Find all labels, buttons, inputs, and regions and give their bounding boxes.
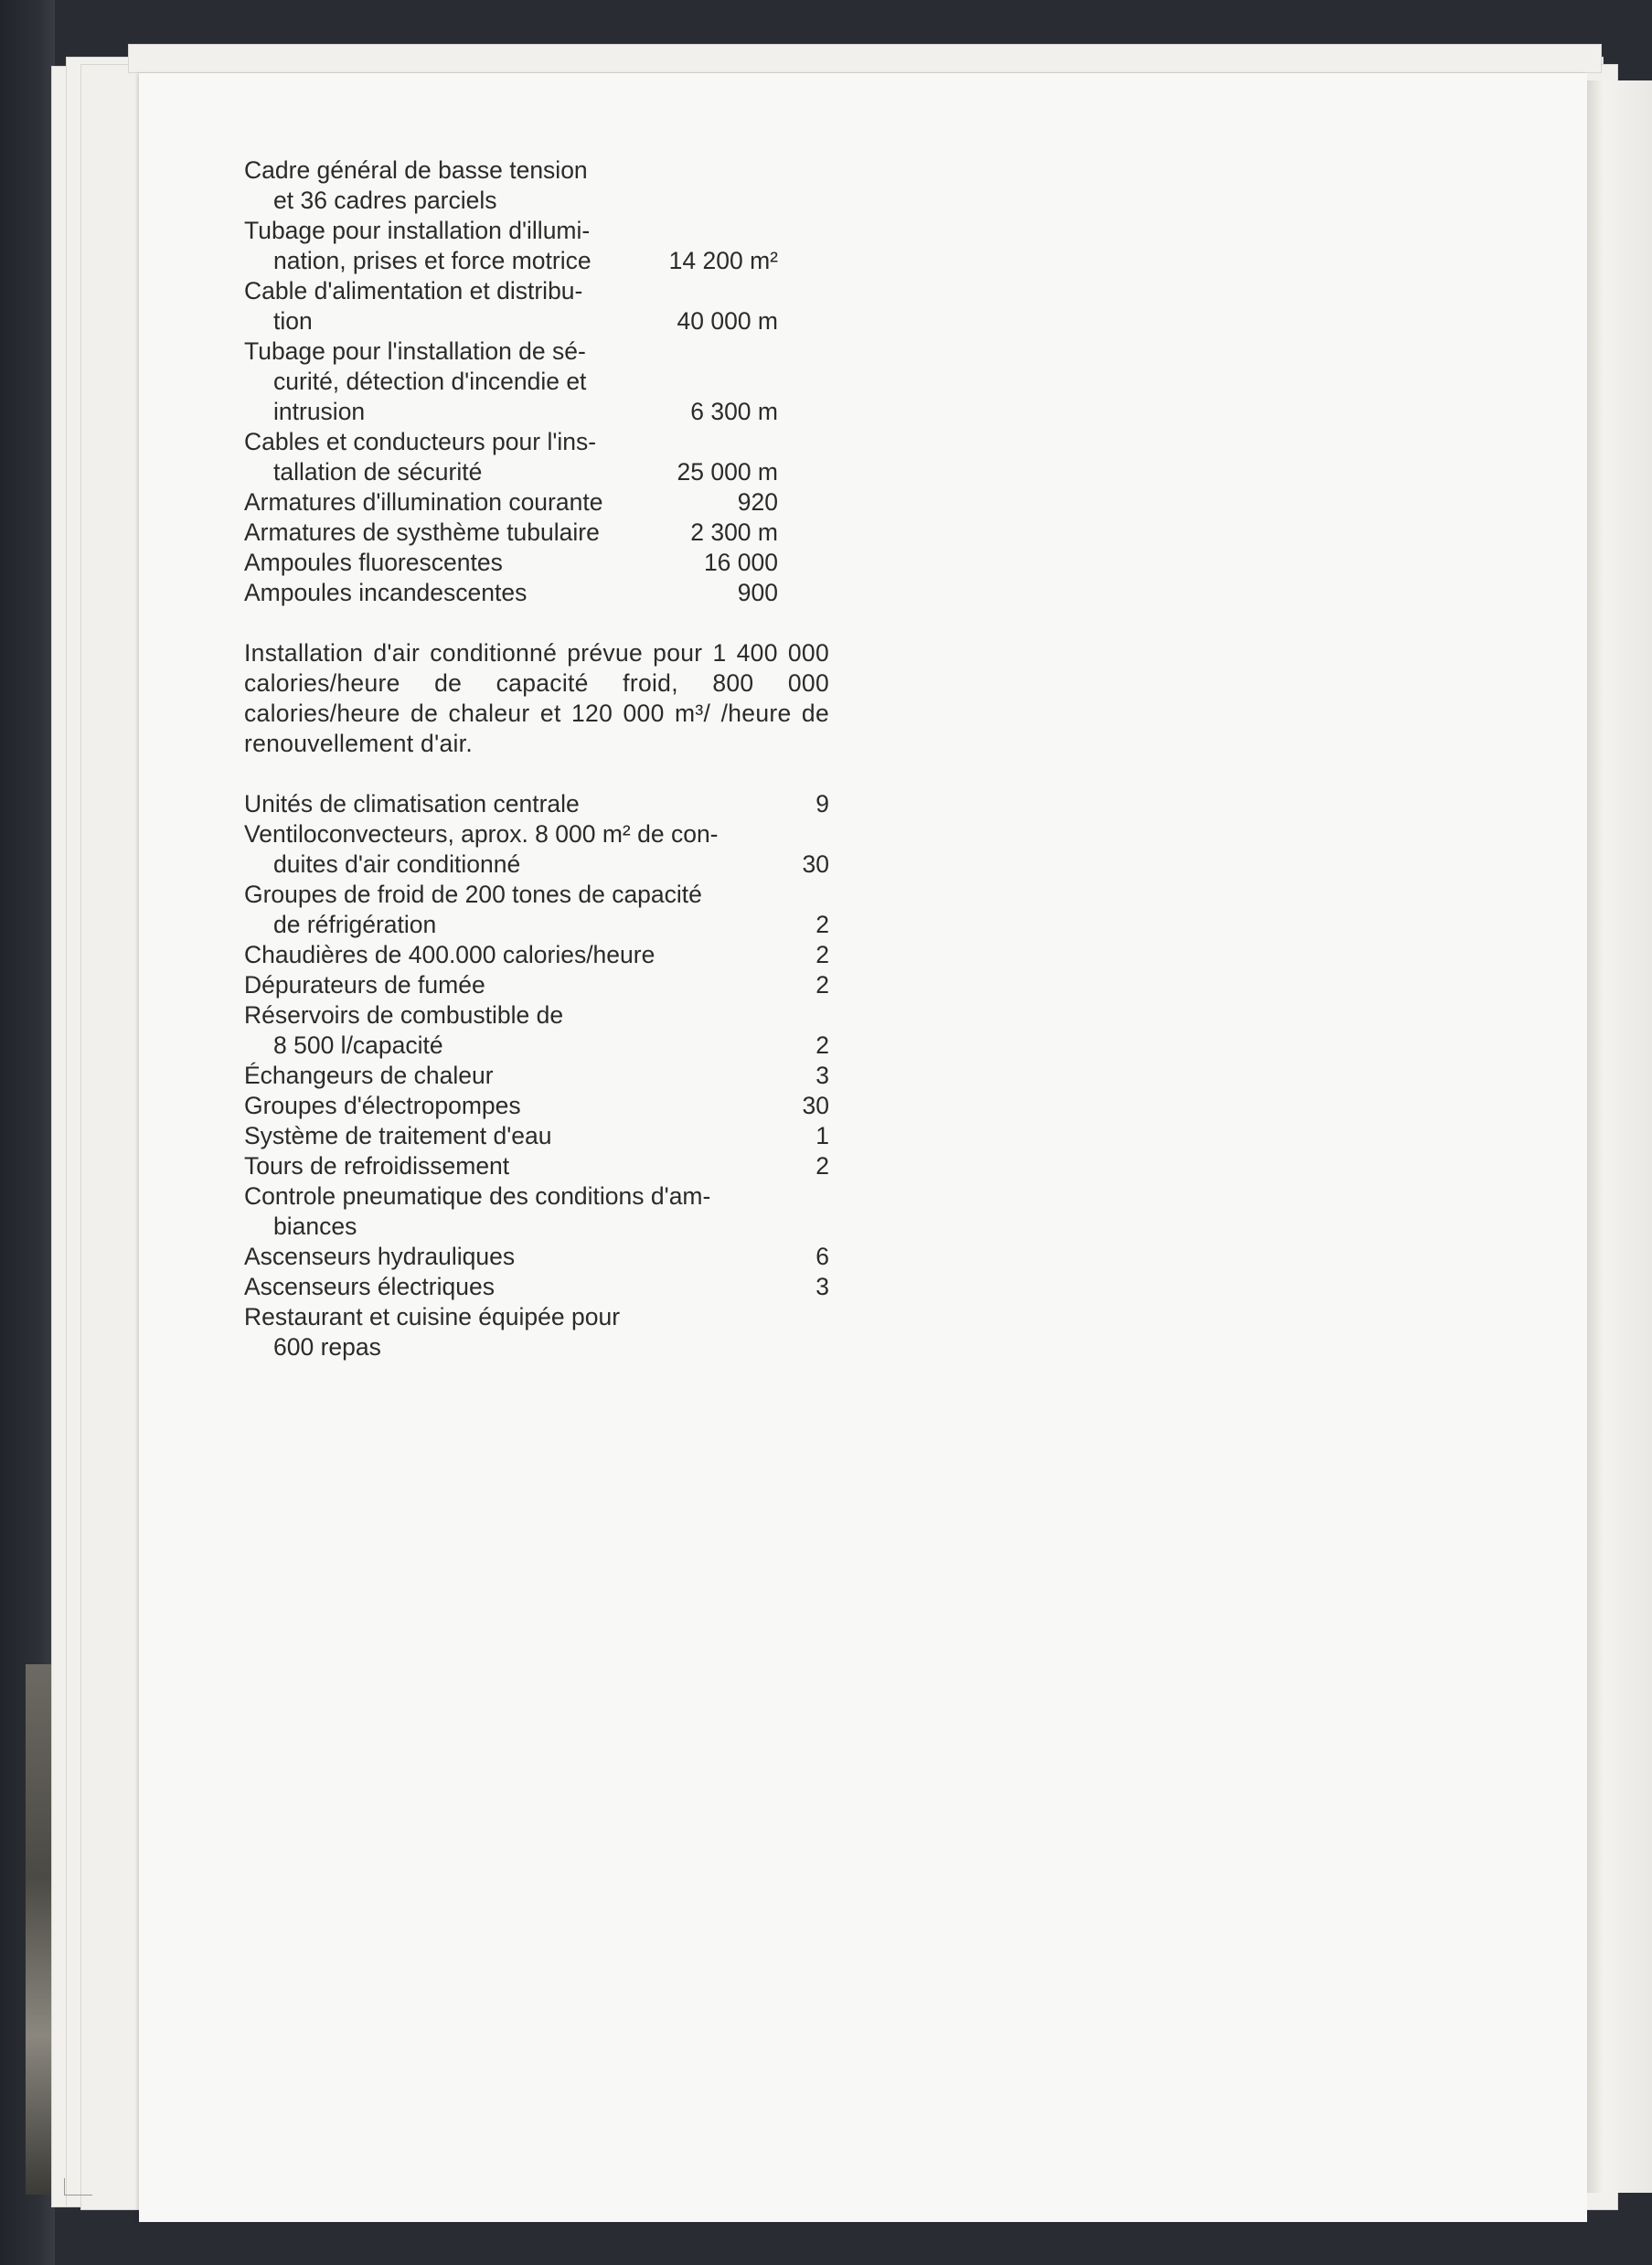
item-label: Cables et conducteurs pour l'ins- [244, 428, 597, 455]
page-stack-sheet [128, 44, 1602, 73]
list-item [244, 1242, 829, 1272]
item-value: 1 [815, 1122, 829, 1149]
item-value: 2 [815, 941, 829, 968]
item-label: Chaudières de 400.000 calories/heure [244, 941, 655, 968]
list-item [244, 1272, 829, 1302]
item-value: 40 000 m [677, 307, 778, 335]
item-label-continued: de réfrigération [273, 911, 437, 938]
item-value: 6 [815, 1243, 829, 1270]
item-label: Ampoules fluorescentes [244, 549, 503, 576]
list-item [244, 1302, 829, 1362]
item-label-continued: et 36 cadres parciels [273, 187, 497, 214]
item-label: Controle pneumatique des conditions d'am- [244, 1182, 711, 1210]
item-label: Tours de refroidissement [244, 1152, 510, 1180]
item-value: 2 [815, 1031, 829, 1059]
item-value: 920 [737, 488, 778, 516]
item-label-continued: duites d'air conditionné [273, 850, 521, 878]
list-item [244, 337, 829, 397]
item-value: 30 [802, 1092, 829, 1119]
item-label-continued: biances [273, 1213, 357, 1240]
item-value: 2 [815, 911, 829, 938]
list-item [244, 1000, 829, 1061]
item-label-continued: tion [273, 307, 313, 335]
item-value: 2 300 m [690, 518, 778, 546]
list-item [244, 427, 829, 487]
list-item [244, 397, 829, 427]
list-item [244, 789, 829, 819]
list-item [244, 1091, 829, 1121]
item-label-continued: 8 500 l/capacité [273, 1031, 443, 1059]
item-label: Armatures d'illumination courante [244, 488, 603, 516]
item-label: Cadre général de basse tension [244, 156, 588, 184]
item-label: Tubage pour l'installation de sé- [244, 337, 586, 365]
list-item [244, 940, 829, 970]
list-item [244, 1121, 829, 1151]
item-value: 25 000 m [677, 458, 778, 486]
list-item [244, 1061, 829, 1091]
list-item [244, 487, 829, 518]
item-label: Dépurateurs de fumée [244, 971, 485, 999]
item-label-continued: nation, prises et force motrice [273, 247, 592, 274]
installations-list [244, 155, 829, 608]
list-item [244, 970, 829, 1000]
equipment-list [244, 789, 829, 1362]
item-label: Système de traitement d'eau [244, 1122, 552, 1149]
item-value: 3 [815, 1273, 829, 1300]
item-value: 30 [802, 850, 829, 878]
item-label: Unités de climatisation centrale [244, 790, 580, 817]
facing-page-edge [1587, 80, 1652, 2193]
item-label: Tubage pour installation d'illumi- [244, 217, 591, 244]
list-item [244, 276, 829, 337]
item-label-continued: tallation de sécurité [273, 458, 483, 486]
item-label-continued: 600 repas [273, 1333, 381, 1361]
air-conditioning-paragraph: Installation d'air conditionné prévue pour 1 400 000 calories/heure de capacité froid, 800 000 calories/heure de chaleur et 120 000 m³/ /heure de renouvellement d'air. [244, 639, 829, 757]
item-value: 9 [815, 790, 829, 817]
list-item [244, 880, 829, 940]
list-item [244, 548, 829, 578]
list-item [244, 1151, 829, 1181]
item-label: Restaurant et cuisine équipée pour [244, 1303, 621, 1330]
page-corner-mark [64, 2178, 92, 2196]
page-content [244, 155, 829, 1362]
item-value: 14 200 m² [668, 247, 778, 274]
item-label: Armatures de systhème tubulaire [244, 518, 600, 546]
list-item [244, 578, 829, 608]
list-item [244, 1181, 829, 1242]
item-value: 900 [737, 579, 778, 606]
item-value: 2 [815, 971, 829, 999]
item-label: Ascenseurs électriques [244, 1273, 495, 1300]
item-label: Cable d'alimentation et distribu- [244, 277, 583, 304]
item-value: 2 [815, 1152, 829, 1180]
item-value: 16 000 [703, 549, 778, 576]
item-label: Réservoirs de combustible de [244, 1001, 564, 1029]
document-page [139, 73, 1587, 2222]
item-label: Ascenseurs hydrauliques [244, 1243, 516, 1270]
list-item [244, 216, 829, 276]
item-label: Groupes d'électropompes [244, 1092, 521, 1119]
list-item [244, 518, 829, 548]
item-value: 6 300 m [690, 398, 778, 425]
item-label-continued: intrusion [273, 398, 366, 425]
list-item [244, 155, 829, 216]
item-label-continued: curité, détection d'incendie et [273, 368, 587, 395]
item-value: 3 [815, 1062, 829, 1089]
item-label: Ventiloconvecteurs, aprox. 8 000 m² de con- [244, 820, 719, 848]
list-item [244, 819, 829, 880]
item-label: Ampoules incandescentes [244, 579, 528, 606]
item-label: Échangeurs de chaleur [244, 1062, 494, 1089]
item-label: Groupes de froid de 200 tones de capacité [244, 881, 702, 908]
